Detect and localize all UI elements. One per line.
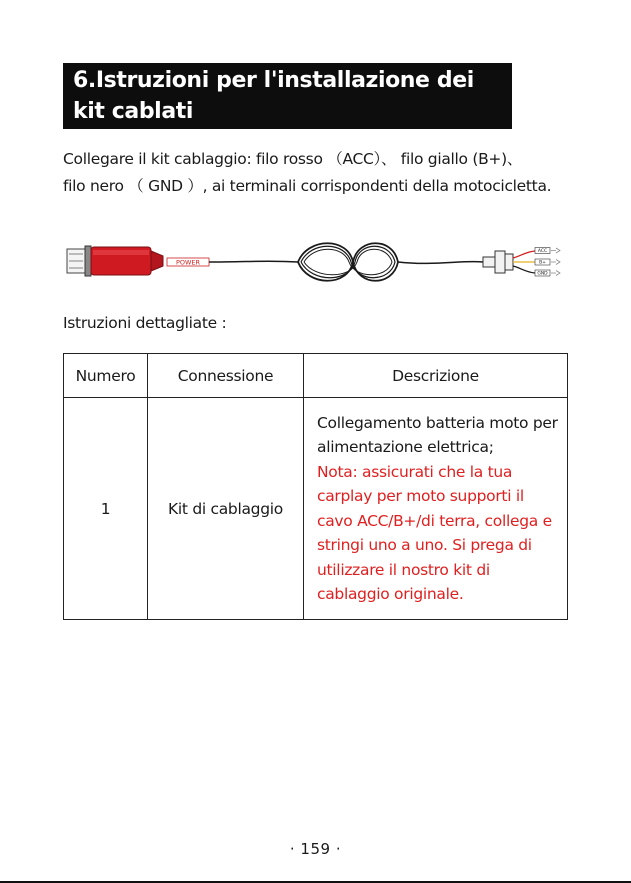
terminal-label-acc: ACC <box>537 249 548 254</box>
intro-paragraph <box>63 146 583 200</box>
terminal-labels <box>535 248 550 277</box>
table-row <box>64 398 568 620</box>
description-text: Collegamento batteria moto per alimentazione elettrica; <box>317 413 558 456</box>
intro-line-1: Collegare il kit cablaggio: filo rosso （ACC）、 filo giallo (B+)、 <box>63 150 523 168</box>
terminal-label-b: B+ <box>539 260 546 266</box>
ring-terminals <box>551 248 560 276</box>
header-connection: Connessione <box>148 354 304 398</box>
header-number: Numero <box>64 354 148 398</box>
page-number: · 159 · <box>289 840 342 858</box>
cell-description <box>304 398 568 620</box>
cell-number: 1 <box>64 398 148 620</box>
cable-wire <box>209 261 298 262</box>
power-plug <box>67 246 163 276</box>
cell-connection: Kit di cablaggio <box>148 398 304 620</box>
intro-line-2: filo nero （ GND ）, ai terminali corrispondenti della motocicletta. <box>63 177 552 195</box>
red-wire <box>513 251 535 258</box>
black-wire <box>513 266 535 273</box>
power-tag-label: POWER <box>175 258 201 267</box>
fuse-connector <box>483 251 513 273</box>
header-description: Descrizione <box>304 354 568 398</box>
power-tag <box>167 258 209 267</box>
instructions-table <box>63 353 568 620</box>
table-header-row <box>64 354 568 398</box>
detailed-instructions-heading: Istruzioni dettagliate : <box>63 314 227 332</box>
cable-coil <box>298 243 398 281</box>
description-note: Nota: assicurati che la tua carplay per moto supporti il cavo ACC/B+/di terra, collega e stringi uno a uno. Si prega di utilizzare il nostro kit di cablaggio originale. <box>317 462 552 603</box>
section-title: 6.Istruzioni per l'installazione dei kit cablati <box>63 63 512 129</box>
wiring-kit-illustration <box>63 232 568 292</box>
terminal-label-gnd: GND <box>537 271 548 277</box>
